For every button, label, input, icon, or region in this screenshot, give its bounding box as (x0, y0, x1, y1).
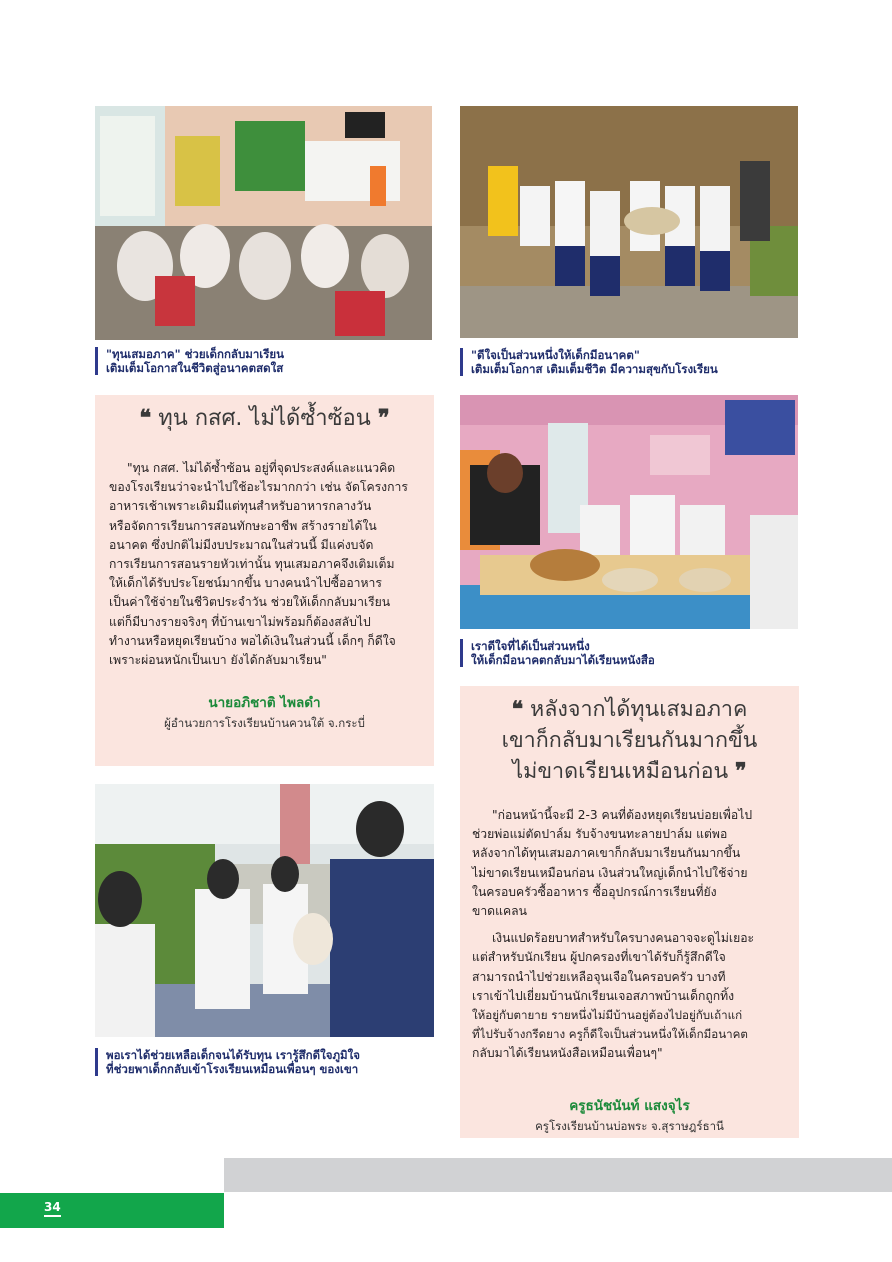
text-line: ขาดแคลน (472, 904, 527, 919)
speaker-role: ครูโรงเรียนบ้านบ่อพระ จ.สุราษฎร์ธานี (535, 1119, 724, 1133)
quote-title (460, 694, 799, 787)
students-group-photo (460, 106, 798, 338)
text-line: ที่ไปรับจ้างกรีดยาง ครูก็ดีใจเป็นส่วนหนึ่งให้เด็กมีอนาคต (472, 1027, 748, 1042)
quote-body (109, 459, 421, 670)
text-line: หลังจากได้ทุนเสมอภาคเขาก็กลับมาเรียนกันมากขึ้น (472, 846, 741, 861)
speaker-name: นายอภิชาติ ไพลดำ (208, 695, 321, 711)
quote-body (472, 806, 788, 1064)
text-line: เงินแปดร้อยบาทสำหรับใครบางคนอาจจะดูไม่เยอะ (492, 931, 755, 946)
page-number: 34 (44, 1200, 61, 1217)
text-line: หรือจัดการเรียนการสอนทักษะอาชีพ สร้างรายได้ใน (109, 518, 377, 533)
caption-line: เติมเต็มโอกาส เติมเต็มชีวิต มีความสุขกับโรงเรียน (471, 362, 718, 376)
text-line: ของโรงเรียนว่าจะนำไปใช้อะไรมากกว่า เช่น จัดโครงการ (109, 480, 408, 495)
text-line: เพราะผ่อนหนักเป็นเบา ยังได้กลับมาเรียน" (109, 653, 327, 668)
text-line: เราเข้าไปเยี่ยมบ้านนักเรียนเจอสภาพบ้านเด็กถูกทิ้ง (472, 988, 735, 1003)
speaker-name: ครูธนัชนันท์ แสงจุไร (569, 1098, 690, 1114)
quote-title-line: เขาก็กลับมาเรียนกันมากขึ้น (501, 728, 758, 753)
text-line: ให้อยู่กับตายาย รายหนึ่งไม่มีบ้านอยู่ต้องไปอยู่กับเถ้าแก่ (472, 1008, 743, 1023)
quote-title-text: ทุน กสศ. ไม่ได้ซ้ำซ้อน (158, 406, 371, 431)
text-line: สามารถนำไปช่วยเหลือจุนเจือในครอบครัว บางที (472, 969, 726, 984)
text-line: อนาคต ซึ่งปกติไม่มีงบประมาณในส่วนนี้ มีแค่งบจัด (109, 537, 374, 552)
text-line: แต่สำหรับนักเรียน ผู้ปกครองที่เขาได้รับก็รู้สึกดีใจ (472, 950, 726, 965)
school-shop-photo (460, 395, 798, 629)
caption-line: พอเราได้ช่วยเหลือเด็กจนได้รับทุน เรารู้สึกดีใจภูมิใจ (106, 1048, 360, 1062)
text-line: ให้เด็กได้รับประโยชน์มากขึ้น บางคนนำไปซื้ออาหาร (109, 576, 382, 591)
quote-title (95, 403, 434, 434)
text-line: การเรียนการสอนรายหัวเท่านั้น ทุนเสมอภาคจึงเติมเต็ม (109, 557, 395, 572)
close-quote-icon: ❞ (377, 405, 390, 431)
text-line: อาหารเช้าเพราะเดิมมีแต่ทุนสำหรับอาหารกลางวัน (109, 499, 372, 514)
classroom-photo (95, 106, 432, 340)
caption-line: "ทุนเสมอภาค" ช่วยเด็กกลับมาเรียน (106, 347, 285, 361)
photo4-caption (95, 1048, 360, 1076)
open-quote-icon: ❝ (139, 405, 152, 431)
photo3-caption (460, 639, 655, 667)
caption-line: ให้เด็กมีอนาคตกลับมาได้เรียนหนังสือ (471, 653, 655, 667)
photo2-caption (460, 348, 718, 376)
photo1-caption (95, 347, 284, 375)
text-line: ช่วยพ่อแม่ตัดปาล์ม รับจ้างขนทะลายปาล์ม แต่พอ (472, 827, 728, 842)
text-line: แต่ก็มีบางรายจริงๆ ที่บ้านเขาไม่พร้อมก็ต้องสลับไป (109, 614, 371, 629)
text-line: "ทุน กสศ. ไม่ได้ซ้ำซ้อน อยู่ที่จุดประสงค์และแนวคิด (127, 461, 396, 475)
text-line: ทำงานหรือหยุดเรียนบ้าง พอได้เงินในส่วนนี้ เด็กๆ ก็ดีใจ (109, 633, 396, 648)
footer-grey-bar (224, 1158, 892, 1192)
text-line: กลับมาได้เรียนหนังสือเหมือนเพื่อนๆ" (472, 1046, 663, 1061)
caption-line: ที่ช่วยพาเด็กกลับเข้าโรงเรียนเหมือนเพื่อนๆ ของเขา (106, 1062, 359, 1076)
text-line: "ก่อนหน้านี้จะมี 2-3 คนที่ต้องหยุดเรียนบ่อยเพื่อไป (492, 808, 753, 822)
quote-title-line: ไม่ขาดเรียนเหมือนก่อน (512, 759, 729, 784)
close-quote-icon: ❞ (735, 759, 747, 784)
text-line: เป็นค่าใช้จ่ายในชีวิตประจำวัน ช่วยให้เด็กกลับมาเรียน (109, 595, 391, 610)
caption-line: "ดีใจเป็นส่วนหนึ่งให้เด็กมีอนาคต" (471, 348, 640, 362)
quote-box-director (95, 395, 434, 766)
text-line: ไม่ขาดเรียนเหมือนก่อน เงินส่วนใหญ่เด็กนำไปใช้จ่าย (472, 865, 748, 880)
quote-title-line: หลังจากได้ทุนเสมอภาค (530, 697, 748, 722)
teacher-students-photo (95, 784, 434, 1037)
quote-box-teacher (460, 686, 799, 1138)
text-line: ในครอบครัวซื้ออาหาร ซื้ออุปกรณ์การเรียนที่ยัง (472, 884, 717, 899)
footer-green-bar (0, 1193, 224, 1228)
caption-line: เติมเต็มโอกาสในชีวิตสู่อนาคตสดใส (106, 361, 284, 375)
caption-line: เราดีใจที่ได้เป็นส่วนหนึ่ง (471, 639, 590, 653)
open-quote-icon: ❝ (511, 697, 524, 722)
speaker-role: ผู้อำนวยการโรงเรียนบ้านควนใต้ จ.กระบี่ (164, 716, 365, 730)
